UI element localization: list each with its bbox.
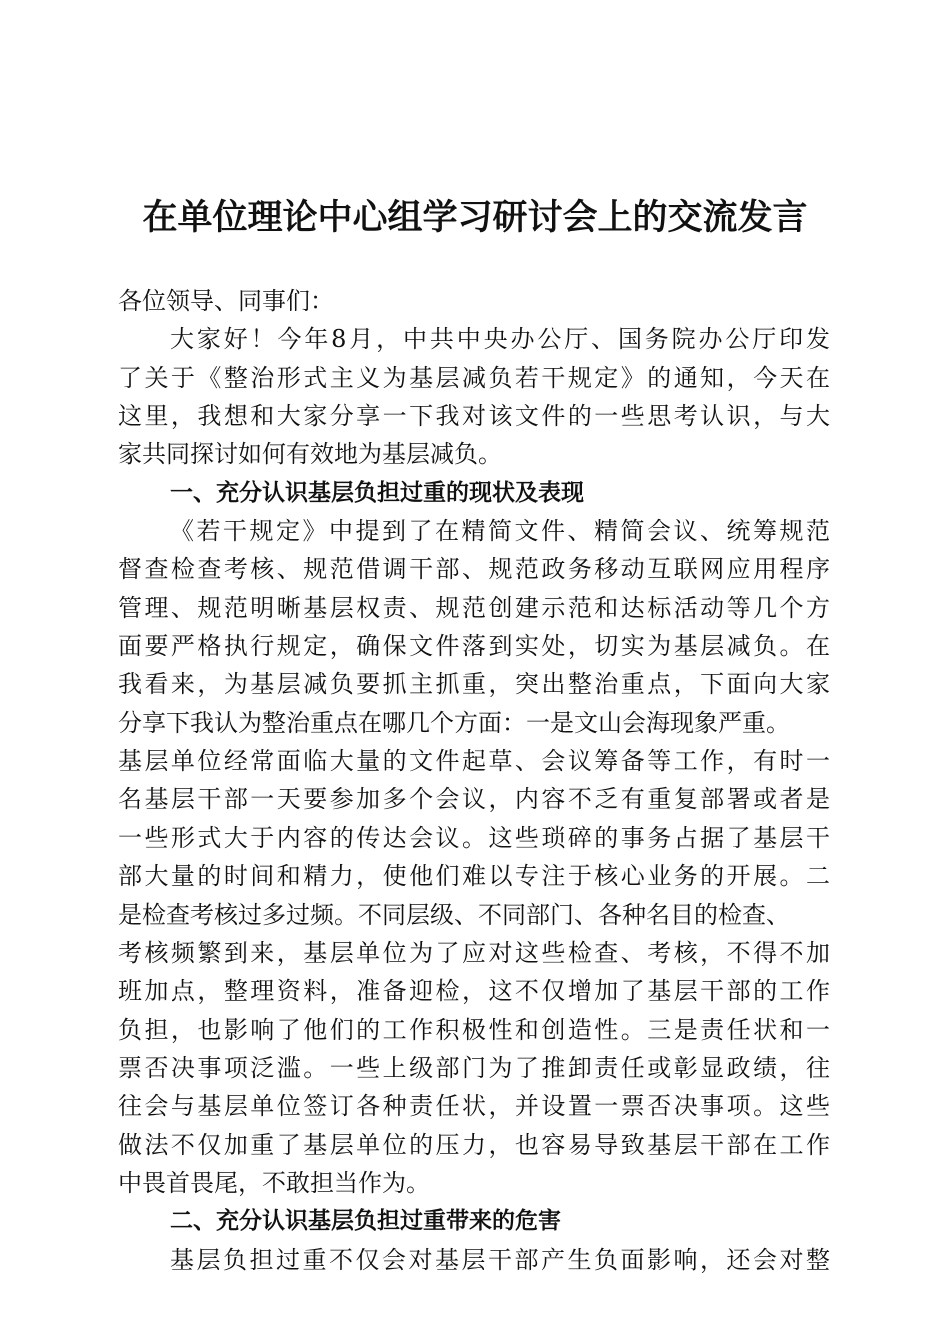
paragraph-line: 票否决事项泛滥。一些上级部门为了推卸责任或彰显政绩，往 [118, 1053, 830, 1082]
paragraph-line: 基层单位经常面临大量的文件起草、会议筹备等工作，有时一 [118, 747, 830, 776]
paragraph-line: 一些形式大于内容的传达会议。这些琐碎的事务占据了基层干 [118, 823, 830, 852]
paragraph-line: 是检查考核过多过频。不同层级、不同部门、各种名目的检查、 [118, 900, 790, 929]
paragraph-line: 我看来，为基层减负要抓主抓重，突出整治重点，下面向大家 [118, 670, 830, 699]
paragraph-line: 面要严格执行规定，确保文件落到实处，切实为基层减负。在 [118, 632, 830, 661]
paragraph-line: 名基层干部一天要参加多个会议，内容不乏有重复部署或者是 [118, 785, 830, 814]
paragraph-line: 大家好！今年8月，中共中央办公厅、国务院办公厅印发 [170, 325, 830, 354]
paragraph-line: 考核频繁到来，基层单位为了应对这些检查、考核，不得不加 [118, 938, 830, 967]
paragraph-line: 班加点，整理资料，准备迎检，这不仅增加了基层干部的工作 [118, 977, 830, 1006]
document-body [118, 282, 830, 1279]
paragraph-line: 管理、规范明晰基层权责、规范创建示范和达标活动等几个方 [118, 593, 830, 622]
paragraph-line: 督查检查考核、规范借调干部、规范政务移动互联网应用程序 [118, 555, 830, 584]
salutation: 各位领导、同事们： [118, 287, 334, 315]
paragraph-line: 部大量的时间和精力，使他们难以专注于核心业务的开展。二 [118, 862, 830, 891]
paragraph-line: 负担，也影响了他们的工作积极性和创造性。三是责任状和一 [118, 1015, 830, 1044]
document-title: 在单位理论中心组学习研讨会上的交流发言 [142, 197, 808, 238]
paragraph-line: 这里，我想和大家分享一下我对该文件的一些思考认识，与大 [118, 402, 830, 431]
section-heading-1: 一、充分认识基层负担过重的现状及表现 [170, 479, 584, 506]
paragraph-line: 做法不仅加重了基层单位的压力，也容易导致基层干部在工作 [118, 1130, 830, 1159]
paragraph-line: 基层负担过重不仅会对基层干部产生负面影响，还会对整 [170, 1245, 830, 1274]
paragraph-line: 分享下我认为整治重点在哪几个方面：一是文山会海现象严重。 [118, 708, 790, 737]
section-heading-2: 二、充分认识基层负担过重带来的危害 [170, 1208, 561, 1235]
paragraph-line: 家共同探讨如何有效地为基层减负。 [118, 440, 502, 469]
paragraph-line: 往会与基层单位签订各种责任状，并设置一票否决事项。这些 [118, 1092, 830, 1121]
paragraph-line: 《若干规定》中提到了在精简文件、精简会议、统筹规范 [170, 517, 830, 546]
paragraph-line: 中畏首畏尾，不敢担当作为。 [118, 1168, 430, 1197]
paragraph-line: 了关于《整治形式主义为基层减负若干规定》的通知，今天在 [118, 363, 830, 392]
